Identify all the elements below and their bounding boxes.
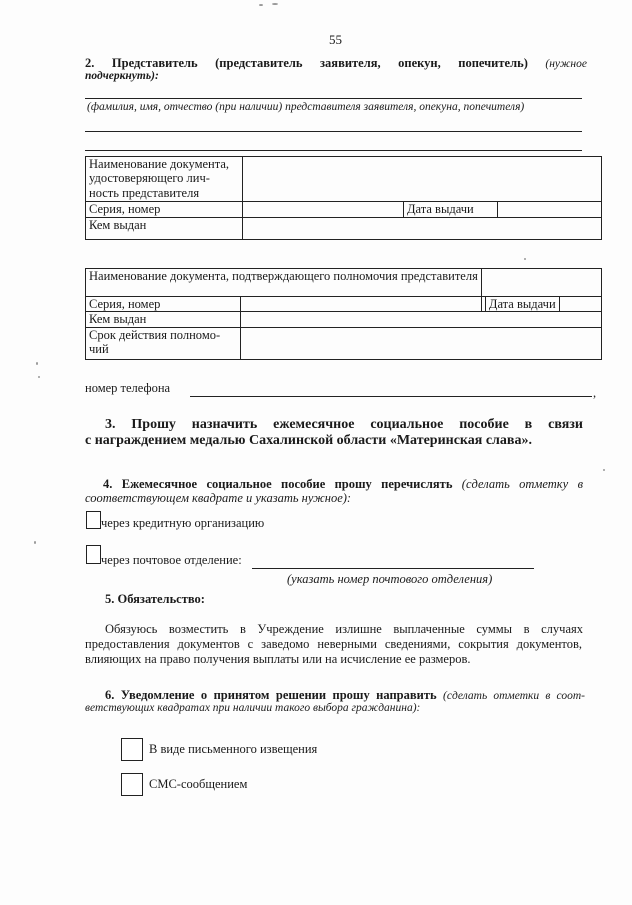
- written-notice-checkbox[interactable]: [121, 738, 143, 761]
- post-office-number-line[interactable]: [252, 568, 534, 569]
- authority-doc-name-field[interactable]: [481, 269, 601, 297]
- section-2-options: (представитель заявителя, опекун, попечитель): [215, 56, 528, 70]
- section-3-line-2: с награждением медалью Сахалинской области «Материнская слава».: [85, 433, 532, 448]
- authority-issued-by-field[interactable]: [241, 312, 602, 327]
- bank-option-label: через кредитную организацию: [101, 516, 265, 530]
- section-4-hint: (сделать отметку в: [461, 477, 583, 491]
- issued-by-field[interactable]: [243, 218, 602, 240]
- authority-series-field[interactable]: [241, 297, 482, 312]
- identity-document-table: [85, 156, 602, 240]
- section-4-heading: [103, 477, 583, 491]
- page-number: 55: [329, 32, 342, 47]
- authority-series-label: Серия, номер: [86, 297, 241, 312]
- authority-doc-name-label: Наименование документа, подтверждающего полномочия представителя: [86, 269, 482, 297]
- fio-caption: (фамилия, имя, отчество (при наличии) представителя заявителя, опекуна, попечителя): [87, 101, 525, 113]
- sms-checkbox[interactable]: [121, 773, 143, 796]
- authority-validity-label: Срок действия полномо-чий: [86, 327, 241, 359]
- post-option-checkbox[interactable]: [86, 545, 101, 564]
- section-2-note-cont: подчеркнуть):: [85, 70, 159, 82]
- scan-speck: [36, 362, 38, 365]
- scan-speck: [259, 4, 263, 6]
- section-2-title: 2. Представитель: [85, 56, 198, 70]
- scan-speck: [272, 3, 278, 5]
- section-4-title: 4. Ежемесячное социальное пособие прошу перечислять: [103, 477, 453, 491]
- representative-name-line-2[interactable]: [85, 131, 582, 132]
- series-label: Серия, номер: [86, 202, 243, 218]
- series-field[interactable]: [243, 202, 404, 218]
- section-5-line-2: предоставления документов с заведомо неверными сведениями, сокрытия документов,: [85, 637, 582, 651]
- scan-speck: [38, 376, 40, 378]
- post-office-caption: (указать номер почтового отделения): [287, 572, 493, 586]
- section-6-title: 6. Уведомление о принятом решении прошу направить: [105, 688, 437, 702]
- section-2-note: (нужное: [545, 58, 587, 70]
- section-2-heading: [85, 56, 587, 71]
- scan-speck: [603, 469, 605, 471]
- section-5-line-1: Обязуюсь возместить в Учреждение излишне выплаченные суммы в случаях: [105, 622, 583, 636]
- issue-date-label: Дата выдачи: [404, 202, 498, 218]
- authority-date-label: Дата выдачи: [485, 297, 560, 311]
- section-6-heading: [105, 688, 585, 703]
- authority-document-table: [85, 268, 602, 360]
- authority-issued-by-label: Кем выдан: [86, 312, 241, 327]
- issued-by-label: Кем выдан: [86, 218, 243, 240]
- phone-comma: ,: [593, 386, 597, 400]
- section-6-hint: (сделать отметки в соот-: [443, 690, 585, 702]
- phone-line[interactable]: [190, 396, 592, 397]
- representative-name-line[interactable]: [85, 98, 582, 99]
- written-notice-label: В виде письменного извещения: [149, 742, 318, 756]
- issue-date-field[interactable]: [498, 202, 602, 218]
- authority-date-cell: [481, 297, 601, 312]
- section-3-line-1: 3. Прошу назначить ежемесячное социальное пособие в связи: [105, 417, 583, 432]
- doc-name-field[interactable]: [243, 157, 602, 202]
- doc-name-label: Наименование документа, удостоверяющего лич-ность представителя: [86, 157, 243, 202]
- scan-speck: [34, 541, 36, 544]
- post-option-label: через почтовое отделение:: [101, 553, 242, 567]
- representative-name-line-3[interactable]: [85, 150, 582, 151]
- section-4-hint-cont: соответствующем квадрате и указать нужное):: [85, 491, 352, 505]
- bank-option-checkbox[interactable]: [86, 511, 101, 529]
- phone-label: номер телефона: [85, 381, 171, 395]
- sms-label: СМС-сообщением: [149, 777, 248, 791]
- section-5-title: 5. Обязательство:: [105, 592, 205, 606]
- section-6-hint-cont: ветствующих квадратах при наличии такого выбора гражданина):: [85, 702, 421, 714]
- authority-validity-field[interactable]: [241, 327, 602, 359]
- section-5-line-3: влияющих на право получения выплаты или на исчисление ее размеров.: [85, 652, 471, 666]
- scan-speck: [524, 258, 526, 260]
